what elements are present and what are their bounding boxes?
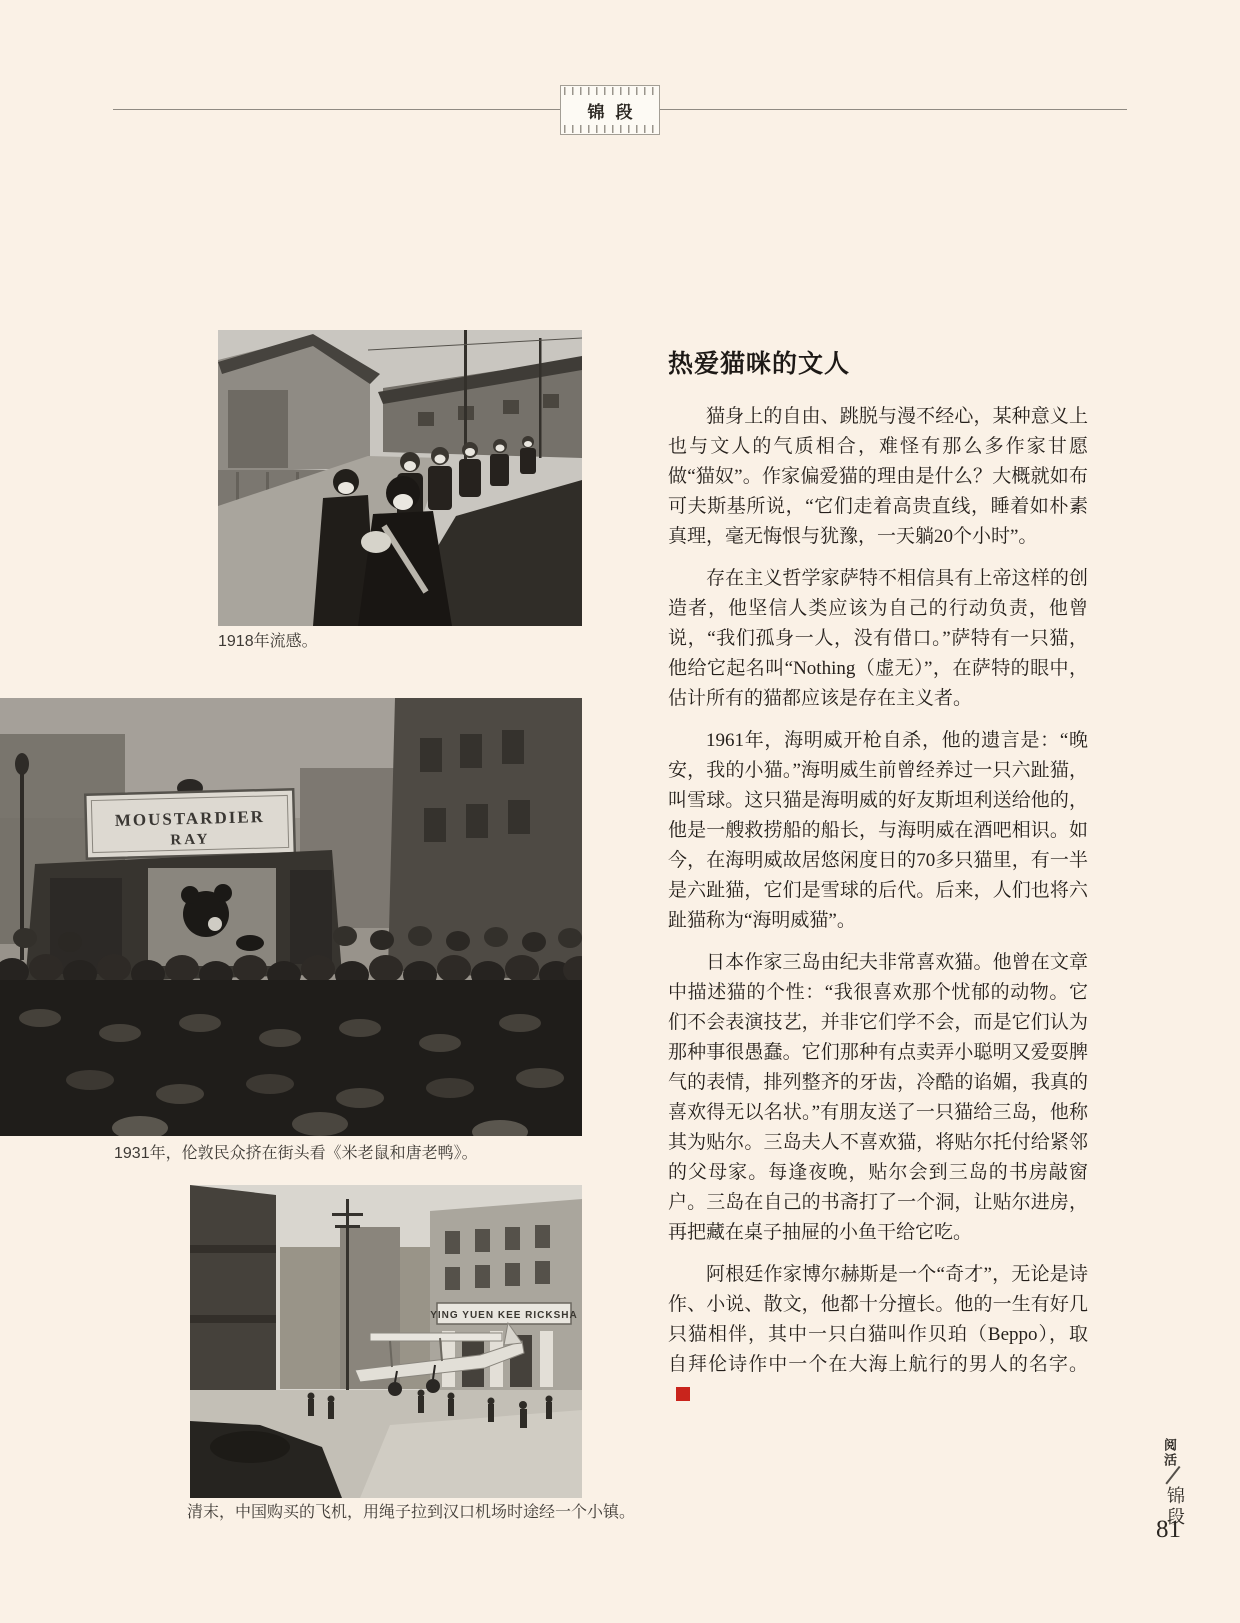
- stamp-teeth-bottom: [564, 125, 656, 133]
- photo-caption-london-crowd: 1931年，伦敦民众挤在街头看《米老鼠和唐老鸭》。: [114, 1145, 478, 1162]
- article: [668, 344, 1088, 1410]
- photo-caption-qing-airplane: 清末，中国购买的飞机，用绳子拉到汉口机场时途经一个小镇。: [187, 1504, 636, 1521]
- photo-1918-flu: [218, 330, 582, 626]
- photo-london-crowd-1931: [0, 698, 582, 1136]
- article-paragraph-5-text: 阿根廷作家博尔赫斯是一个“奇才”，无论是诗作、小说、散文，他都十分擅长。他的一生有好几只猫相伴，其中一只白猫叫作贝珀（Beppo），取自拜伦诗作中一个在大海上航行的男人的名字。: [668, 1264, 1088, 1375]
- page-number: 81: [1156, 1516, 1181, 1543]
- photo-caption-1918-flu: 1918年流感。: [218, 633, 318, 650]
- article-paragraph-1: 猫身上的自由、跳脱与漫不经心，某种意义上也与文人的气质相合，难怪有那么多作家甘愿做“猫奴”。作家偏爱猫的理由是什么？大概就如布可夫斯基所说，“它们走着高贵直线，睡着如朴素真理，毫无悔恨与犹豫，一天躺20个小时”。: [668, 406, 1088, 547]
- article-paragraph-5: [668, 1260, 1088, 1410]
- photo-sign-text: YING YUEN KEE RICKSHA: [430, 1310, 578, 1321]
- section-stamp: [560, 85, 660, 135]
- photo-sign-line1: MOUSTARDIER: [114, 807, 266, 830]
- article-end-mark: [676, 1387, 690, 1401]
- article-paragraph-4: 日本作家三岛由纪夫非常喜欢猫。他曾在文章中描述猫的个性：“我很喜欢那个忧郁的动物。它们不会表演技艺，并非它们学不会，而是它们认为那种事很愚蠢。它们那种有点卖弄小聪明又爱耍脾气的表情，排列整齐的牙齿，冷酷的谄媚，我真的喜欢得无以名状。”有朋友送了一只猫给三岛，他称其为贴尔。三岛夫人不喜欢猫，将贴尔托付给紧邻的父母家。每逢夜晚，贴尔会到三岛的书房敲窗户。三岛在自己的书斋打了一个洞，让贴尔进房，再把藏在桌子抽屉的小鱼干给它吃。: [668, 952, 1088, 1243]
- stamp-label: 锦段: [587, 102, 644, 122]
- photo-london-crowd-image: [0, 698, 582, 1136]
- footer-section-bottom: 锦段: [1165, 1486, 1185, 1528]
- photo-qing-airplane-image: [190, 1185, 582, 1498]
- footer-section-top: 阅活: [1162, 1438, 1177, 1468]
- stamp-teeth-top: [564, 87, 656, 95]
- photo-qing-airplane: [190, 1185, 582, 1498]
- photo-sign-line2: RAY: [170, 831, 211, 849]
- footer-slash: [1165, 1466, 1180, 1484]
- article-title: 热爱猫咪的文人: [668, 351, 851, 378]
- photo-1918-flu-image: [218, 330, 582, 626]
- article-paragraph-2: 存在主义哲学家萨特不相信具有上帝这样的创造者，他坚信人类应该为自己的行动负责，他曾说，“我们孤身一人，没有借口。”萨特有一只猫，他给它起名叫“Nothing（虚无）”，在萨特的眼中，估计所有的猫都应该是存在主义者。: [668, 568, 1088, 709]
- article-paragraph-3: 1961年，海明威开枪自杀，他的遗言是：“晚安，我的小猫。”海明威生前曾经养过一只六趾猫，叫雪球。这只猫是海明威的好友斯坦利送给他的，他是一艘救捞船的船长，与海明威在酒吧相识。如今，在海明威故居悠闲度日的70多只猫里，有一半是六趾猫，它们是雪球的后代。后来，人们也将六趾猫称为“海明威猫”。: [668, 730, 1088, 931]
